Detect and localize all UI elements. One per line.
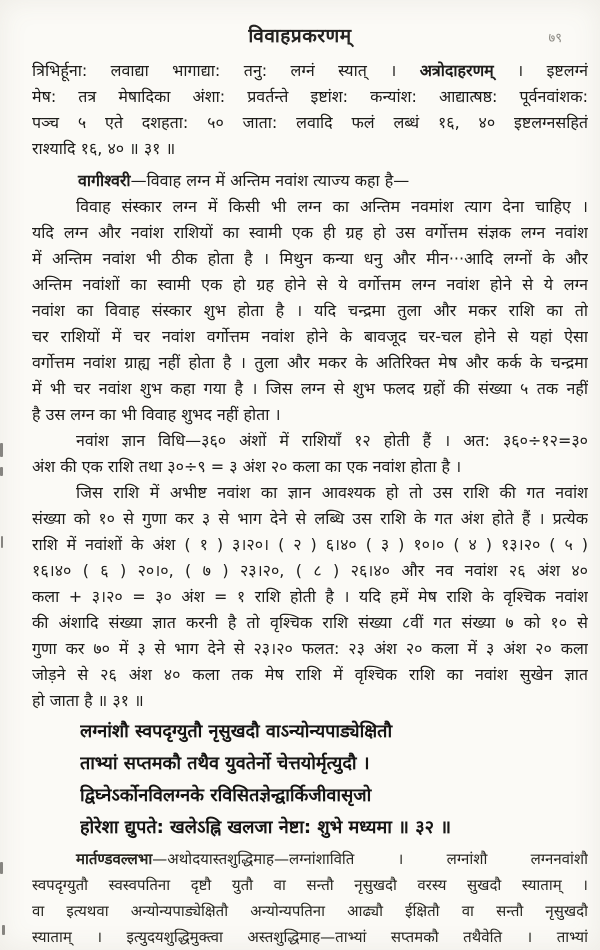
scan-artifact (0, 467, 3, 476)
scan-artifact (2, 925, 5, 935)
text-line: नवांश ज्ञान विधि—३६० अंशों में राशियाँ १२ होती हैं । अत: ३६०÷१२=३० (76, 431, 588, 450)
text-line: स्वपदृग्युतौ स्वस्वपतिना दृष्टौ युतौ वा सन्तौ नृसुखदौ वरस्य सुखदौ स्याताम् । (32, 876, 588, 894)
text-line: राश्यादि १६, ४० ॥ ३१ ॥ (32, 139, 176, 158)
scan-artifact (0, 443, 3, 457)
verse-line: होरेशा द्युपते: खलेऽह्नि खलजा नेष्टा: शुभे मध्यमा ॥ ३२ ॥ (80, 817, 451, 838)
text-line (32, 58, 588, 84)
page-number: ७९ (548, 31, 562, 46)
page-title: विवाहप्रकरणम् (248, 25, 352, 47)
text-line: यदि लग्न और नवांश राशियों का स्वामी एक ही ग्रह हो उस वर्गोत्तम संज्ञक लग्न नवांश (32, 223, 588, 242)
martanda-vallabha-commentary (32, 846, 588, 950)
text-line: हो जाता है ॥ ३१ ॥ (32, 691, 144, 710)
note-text: —विवाह लग्न में अन्तिम नवांश त्याज्य कहा है— (130, 171, 410, 190)
text-line: मेष: तत्र मेषादिका अंशा: प्रवर्तन्ते इष्टांश: कन्यांश: आद्यात्षष्ठ: पूर्वनवांशक: (32, 87, 588, 106)
text-line: नवांश का विवाह संस्कार शुभ होता है । यदि चन्द्रमा तुला और मकर राशि का तो (32, 301, 588, 320)
verse-line: द्विघ्नेऽर्कोनविलग्नके रविसितज्ञेन्द्वार्किजीवासृजो (80, 785, 372, 806)
text-line (32, 168, 588, 194)
text-line: स्याताम् । इत्युदयशुद्धिमुक्त्वा अस्तशुद्धिमाह—ताभ्यां सप्तमकौ तथैवेति । ताभ्यां (32, 928, 588, 946)
hindi-commentary (32, 194, 588, 428)
text-line: अन्तिम नवांशों का स्वामी एक हो ग्रह होने से ये वर्गोत्तम लग्न नवांश होने से ये लग्न (32, 275, 588, 294)
text-line: संख्या को १० से गुणा कर ३ से भाग देने से लब्धि उस राशि के गत अंश होते हैं । प्रत्येक (32, 509, 588, 528)
text-line: वर्गोत्तम नवांश ग्राह्य नहीं होता है । तुला और मकर के अतिरिक्त मेष और कर्क के चन्द्रमा (32, 353, 588, 372)
commentary-text: —अथोदयास्तशुद्धिमाह—लग्नांशाविति । लग्नांशौ लग्ननवांशौ (152, 850, 588, 868)
verse-32 (32, 716, 588, 844)
navamsha-vidhi (32, 428, 588, 480)
text-line: है उस लग्न का भी विवाह शुभद नहीं होता । (32, 405, 281, 424)
text-line: विवाह संस्कार लग्न में किसी भी लग्न का अन्तिम नवमांश त्याग देना चाहिए । (76, 197, 588, 216)
text-line: वा इत्यथवा अन्योन्यपाड्येक्षितौ अन्योन्यपतिना आढ्यौ ईक्षितौ वा सन्तौ नृसुखदौ (32, 902, 588, 920)
navamsha-calculation (32, 480, 588, 714)
scan-artifact (1, 536, 3, 548)
text-line: में अन्तिम नवांश भी ठीक होता है । मिथुन कन्या धनु और मीन···आदि लग्नों के और (32, 249, 588, 268)
shloka-text: । इष्टलग्नं (493, 61, 588, 80)
page-content (32, 58, 588, 950)
text-line: चर राशियों में चर नवांश वर्गोत्तम नवांश होने के बावजूद चर-चल होने से यहां ऐसा (32, 327, 588, 346)
text-line: में भी चर नवांश शुभ कहा गया है । जिस लग्न से शुभ फलद ग्रहों की संख्या ५ तक नहीं (32, 379, 588, 398)
shloka-text: त्रिभिर्हूना: लवाद्या भागाद्या: तनु: लग्नं स्यात् । (32, 61, 420, 80)
text-line: गुणा कर ७० में ३ से भाग देने से २३।२० फलत: २३ अंश २० कला में ३ अंश २० कला (32, 639, 588, 658)
vagishvari-note (32, 168, 588, 194)
source-name: वागीश्वरी (78, 171, 131, 190)
verse-line: ताभ्यां सप्तमकौ तथैव युवतेर्नो चेत्तयोर्मृत्युदौ । (80, 753, 370, 774)
shloka-bold-word: अत्रोदाहरणम् (419, 61, 494, 80)
text-line: जिस राशि में अभीष्ट नवांश का ज्ञान आवश्यक हो तो उस राशि की गत नवांश (76, 483, 588, 502)
shloka-31 (32, 58, 588, 162)
source-name: मार्तण्डवल्लभा (76, 850, 153, 868)
text-line: राशि में नवांशों के अंश ( १ ) ३।२०। ( २ ) ६।४० ( ३ ) १०।० ( ४ ) १३।२० ( ५ ) (32, 535, 588, 554)
text-line: कला + ३।२० = ३० अंश = १ राशि होती है । यदि हमें मेष राशि के वृश्चिक नवांश (32, 587, 588, 606)
verse-line: लग्नांशौ स्वपदृग्युतौ नृसुखदौ वाऽन्योन्यपाड्येक्षितौ (80, 721, 393, 742)
text-line: की अंशादि संख्या ज्ञात करनी है तो वृश्चिक राशि संख्या ८वीं गत संख्या ७ को १० से (32, 613, 588, 632)
scan-artifact (0, 862, 3, 874)
text-line: अंश की एक राशि तथा ३०÷९ = ३ अंश २० कला का एक नवांश होता है । (32, 457, 462, 476)
text-line: १६।४० ( ६ ) २०।०, ( ७ ) २३।२०, ( ८ ) २६।४० और नव नवांश २६ अंश ४० (32, 561, 588, 580)
text-line: पञ्च ५ एते दशहता: ५० जाता: लवादि फलं लब्धं १६, ४० इष्टलग्नसहितं (32, 113, 588, 132)
text-line: जोड़ने से २६ अंश ४० कला तक मेष राशि में वृश्चिक राशि का नवांश सुखेन ज्ञात (32, 665, 588, 684)
text-line (32, 846, 588, 872)
